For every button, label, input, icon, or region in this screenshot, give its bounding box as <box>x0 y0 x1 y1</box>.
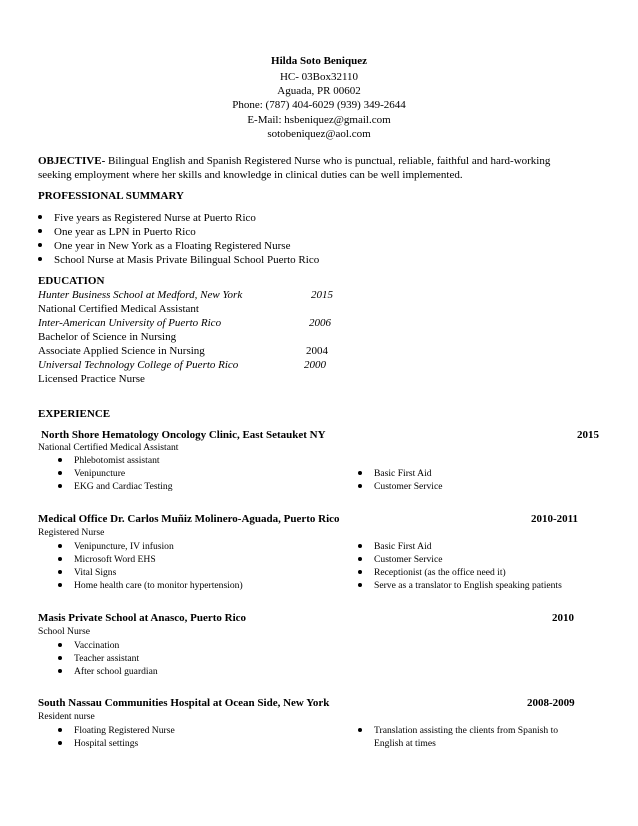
job-role: Resident nurse <box>38 711 95 722</box>
bullet-icon <box>58 557 62 561</box>
experience-heading: EXPERIENCE <box>38 408 111 420</box>
bullet-icon <box>38 215 42 219</box>
education-year: 2000 <box>304 359 326 371</box>
job-duty: After school guardian <box>58 666 158 677</box>
objective-text-1: Bilingual English and Spanish Registered Nurse who is punctual, reliable, faithful and hard-working <box>105 155 551 167</box>
job-duty: Vital Signs <box>58 567 116 578</box>
job-skill: Translation assisting the clients from Spanish to <box>358 725 558 736</box>
objective-line-2: seeking employment where her skills and knowledge in clinical duties can be well implemented. <box>38 169 463 181</box>
bullet-icon <box>358 728 362 732</box>
address-line-2: Aguada, PR 00602 <box>277 85 361 97</box>
job-role: Registered Nurse <box>38 527 105 538</box>
education-row: Universal Technology College of Puerto Rico <box>38 359 239 371</box>
bullet-icon <box>358 570 362 574</box>
education-year: 2015 <box>311 289 333 301</box>
bullet-icon <box>58 583 62 587</box>
job-skill: Receptionist (as the office need it) <box>358 567 506 578</box>
job-duty: Venipuncture, IV infusion <box>58 541 174 552</box>
bullet-icon <box>58 570 62 574</box>
bullet-icon <box>358 471 362 475</box>
job-duty: Hospital settings <box>58 738 138 749</box>
phone-line: Phone: (787) 404-6029 (939) 349-2644 <box>232 99 406 111</box>
job-year: 2015 <box>577 429 599 441</box>
education-year: 2006 <box>309 317 331 329</box>
summary-item: One year in New York as a Floating Registered Nurse <box>38 240 290 252</box>
job-title: South Nassau Communities Hospital at Ocean Side, New York <box>38 697 330 709</box>
bullet-icon <box>58 484 62 488</box>
education-row: Licensed Practice Nurse <box>38 373 145 385</box>
objective-label: OBJECTIVE- <box>38 155 106 167</box>
bullet-icon <box>58 669 62 673</box>
email-line-1: E-Mail: hsbeniquez@gmail.com <box>247 114 391 126</box>
bullet-icon <box>58 643 62 647</box>
education-row: National Certified Medical Assistant <box>38 303 199 315</box>
address-line-1: HC- 03Box32110 <box>279 71 359 83</box>
email-line-2: sotobeniquez@aol.com <box>267 128 371 140</box>
objective-line-1 <box>38 155 550 167</box>
bullet-icon <box>58 656 62 660</box>
bullet-icon <box>58 458 62 462</box>
job-duty: EKG and Cardiac Testing <box>58 481 173 492</box>
job-skill: Customer Service <box>358 554 442 565</box>
job-year: 2008-2009 <box>527 697 575 709</box>
education-heading: EDUCATION <box>38 275 105 287</box>
job-duty: Venipuncture <box>58 468 125 479</box>
education-row: Bachelor of Science in Nursing <box>38 331 177 343</box>
summary-item: One year as LPN in Puerto Rico <box>38 226 196 238</box>
job-role: School Nurse <box>38 626 90 637</box>
job-title: Masis Private School at Anasco, Puerto Rico <box>38 612 247 624</box>
education-row: Inter-American University of Puerto Rico <box>38 317 222 329</box>
job-skill: Basic First Aid <box>358 541 432 552</box>
job-year: 2010 <box>552 612 574 624</box>
bullet-icon <box>358 484 362 488</box>
bullet-icon <box>358 544 362 548</box>
job-title: Medical Office Dr. Carlos Muñiz Molinero-Aguada, Puerto Rico <box>38 513 340 525</box>
bullet-icon <box>38 243 42 247</box>
bullet-icon <box>358 583 362 587</box>
applicant-name: Hilda Soto Beniquez <box>271 55 367 67</box>
bullet-icon <box>38 257 42 261</box>
job-duty: Microsoft Word EHS <box>58 554 156 565</box>
bullet-icon <box>358 557 362 561</box>
job-title: North Shore Hematology Oncology Clinic, East Setauket NY <box>41 429 326 441</box>
education-row: Associate Applied Science in Nursing <box>38 345 205 357</box>
job-skill: Basic First Aid <box>358 468 432 479</box>
job-year: 2010-2011 <box>531 513 579 525</box>
job-duty: Floating Registered Nurse <box>58 725 175 736</box>
job-skill: Customer Service <box>358 481 442 492</box>
job-skill-continued: English at times <box>374 738 436 749</box>
summary-heading: PROFESSIONAL SUMMARY <box>38 190 184 202</box>
job-duty: Teacher assistant <box>58 653 139 664</box>
bullet-icon <box>38 229 42 233</box>
summary-item: School Nurse at Masis Private Bilingual School Puerto Rico <box>38 254 319 266</box>
bullet-icon <box>58 544 62 548</box>
education-row: Hunter Business School at Medford, New York <box>38 289 243 301</box>
job-duty: Home health care (to monitor hypertension) <box>58 580 243 591</box>
bullet-icon <box>58 728 62 732</box>
job-duty: Phlebotomist assistant <box>58 455 160 466</box>
job-duty: Vaccination <box>58 640 119 651</box>
summary-item: Five years as Registered Nurse at Puerto Rico <box>38 212 256 224</box>
bullet-icon <box>58 741 62 745</box>
bullet-icon <box>58 471 62 475</box>
education-year: 2004 <box>306 345 328 357</box>
job-role: National Certified Medical Assistant <box>38 442 179 453</box>
job-skill: Serve as a translator to English speaking patients <box>358 580 562 591</box>
